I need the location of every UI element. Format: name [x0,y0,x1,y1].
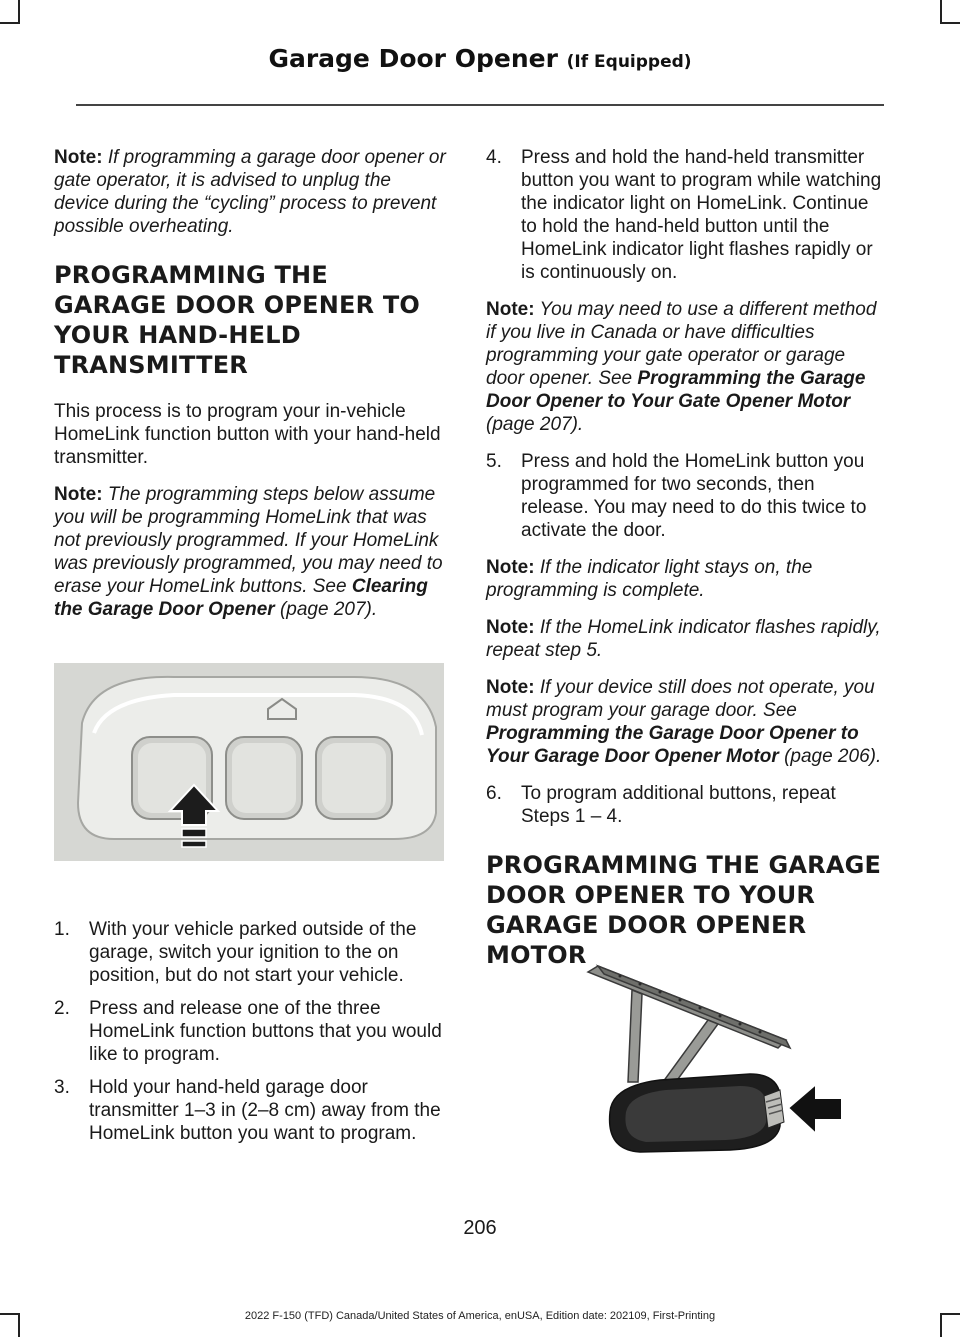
note-label: Note: [486,677,535,698]
note-label: Note: [54,484,103,505]
note-device-not-operate [486,676,882,768]
list-item [486,782,882,828]
section-heading-motor: PROGRAMMING THE GARAGE DOOR OPENER TO YOUR GARAGE DOOR OPENER MOTOR [486,851,882,969]
crop-mark [940,22,960,24]
note-previous-programming [54,483,448,621]
note-text: If the indicator light stays on, the programming is complete. [486,557,813,601]
note-text: The programming steps below assume you will be programming HomeLink that was not previously programmed. If your HomeLink was previously programmed, you may need to erase your HomeLink buttons. See [54,484,443,597]
step-text: Hold your hand-held garage door transmitter 1–3 in (2–8 cm) away from the HomeLink button you want to program. [89,1077,441,1144]
note-text: If the HomeLink indicator flashes rapidly, repeat step 5. [486,617,881,661]
header-title-suffix: (If Equipped) [566,52,692,72]
note-label: Note: [486,557,535,578]
note-flashes-rapidly [486,616,882,662]
crop-mark [18,0,20,24]
note-label: Note: [486,617,535,638]
arrow-left-icon [788,1084,842,1134]
note-label: Note: [486,299,535,320]
step-text: Press and hold the HomeLink button you programmed for two seconds, then release. You may need to do this twice to activate the door. [521,451,867,541]
note-text: If your device still does not operate, you must program your garage door. See [486,677,875,721]
left-column [54,146,448,1159]
page-header-title [0,44,960,73]
page-reference: (page 207). [279,599,378,620]
step-text: Press and release one of the three HomeLink function buttons that you would like to program. [89,998,442,1065]
list-item [54,997,448,1066]
list-item [54,1076,448,1145]
note-text: You may need to use a different method if you live in Canada or have difficulties programming your gate operator or garage door opener. See [486,299,877,389]
steps-list [486,146,882,284]
step-text: With your vehicle parked outside of the garage, switch your ignition to the on position, but do not start your vehicle. [89,919,417,986]
steps-list [486,450,882,542]
step-number: 4. [486,147,502,168]
crop-mark [0,22,20,24]
steps-list [54,918,448,1145]
homelink-buttons-figure [54,663,444,861]
note-text: If programming a garage door opener or gate operator, it is advised to unplug the device during the “cycling” process to prevent possible overheating. [54,147,446,237]
step-number: 1. [54,919,70,940]
page-number: 206 [463,1217,497,1239]
header-rule [76,104,884,106]
list-item [486,450,882,542]
step-text: To program additional buttons, repeat Steps 1 – 4. [521,783,836,827]
note-unplug [54,146,448,238]
note-canada-method [486,298,882,436]
cross-reference-link[interactable]: Clearing the Garage Door Opener [54,576,428,620]
page-reference: (page 207). [486,414,584,435]
cross-reference-link[interactable]: Programming the Garage Door Opener to Your Garage Door Opener Motor [486,723,859,767]
list-item [486,146,882,284]
right-column [486,146,882,990]
step-number: 5. [486,451,502,472]
step-text: Press and hold the hand-held transmitter button you want to program while watching the indicator light on HomeLink. Continue to hold the hand-held button until the HomeLink indicator light flashes rapidly or is continuously on. [521,147,882,283]
crop-mark [940,0,942,24]
steps-list [486,782,882,828]
note-label: Note: [54,147,103,168]
list-item [54,918,448,987]
step-number: 6. [486,783,502,804]
header-title-text: Garage Door Opener [268,44,558,73]
step-number: 3. [54,1077,70,1098]
garage-opener-motor-figure [580,962,852,1160]
footer-edition-info: 2022 F-150 (TFD) Canada/United States of America, enUSA, Edition date: 202109, First-Printing [244,1310,716,1322]
section-heading-handheld: PROGRAMMING THE GARAGE DOOR OPENER TO YOUR HAND-HELD TRANSMITTER [54,261,421,379]
page-reference: (page 206). [784,746,882,767]
cross-reference-link[interactable]: Programming the Garage Door Opener to Your Gate Opener Motor [486,368,866,412]
step-number: 2. [54,998,70,1019]
note-programming-complete [486,556,882,602]
intro-paragraph: This process is to program your in-vehicle HomeLink function button with your hand-held transmitter. [54,401,441,468]
